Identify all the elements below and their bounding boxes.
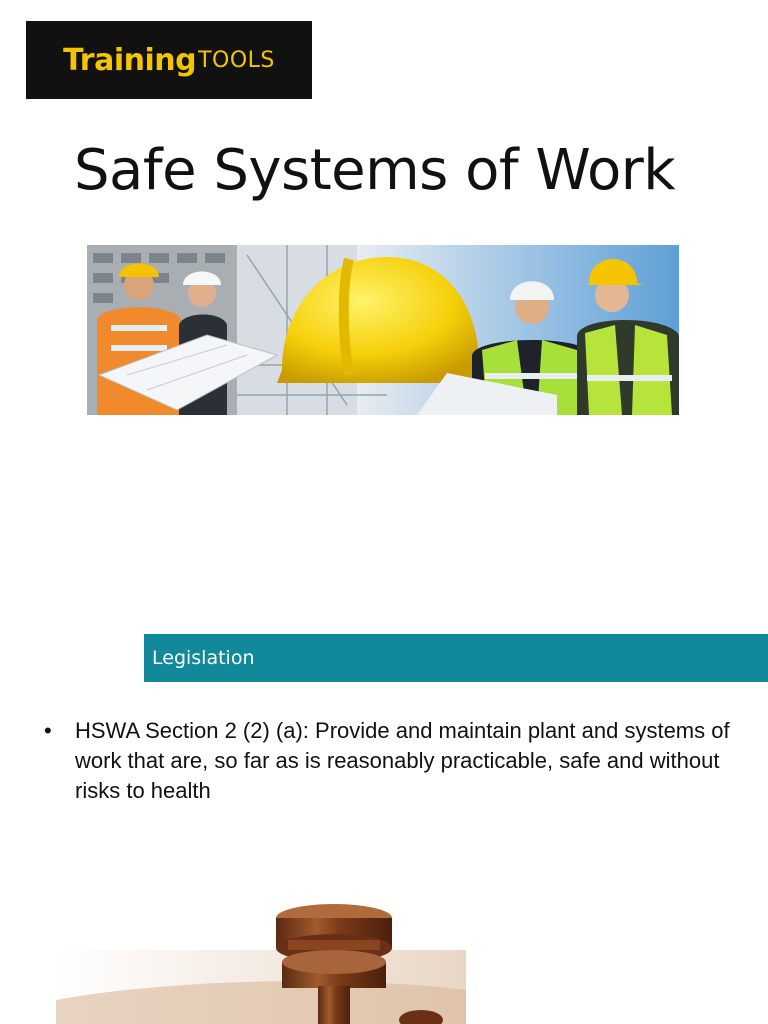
construction-workers-image bbox=[87, 245, 679, 415]
bullet-list bbox=[44, 716, 734, 806]
bullet-text: HSWA Section 2 (2) (a): Provide and maintain plant and systems of work that are, so far as is reasonably practicable, safe and without risks to health bbox=[75, 718, 730, 803]
training-tools-logo bbox=[26, 21, 312, 99]
gavel-image bbox=[56, 880, 466, 1024]
logo-bold-text: Training bbox=[63, 42, 197, 78]
bullet-marker: • bbox=[44, 718, 52, 743]
logo-light-text: TOOLS bbox=[198, 47, 275, 73]
list-item bbox=[44, 716, 734, 806]
banner-title: Legislation bbox=[152, 647, 255, 669]
legislation-banner bbox=[144, 634, 768, 682]
slide-title: Safe Systems of Work bbox=[74, 138, 676, 203]
